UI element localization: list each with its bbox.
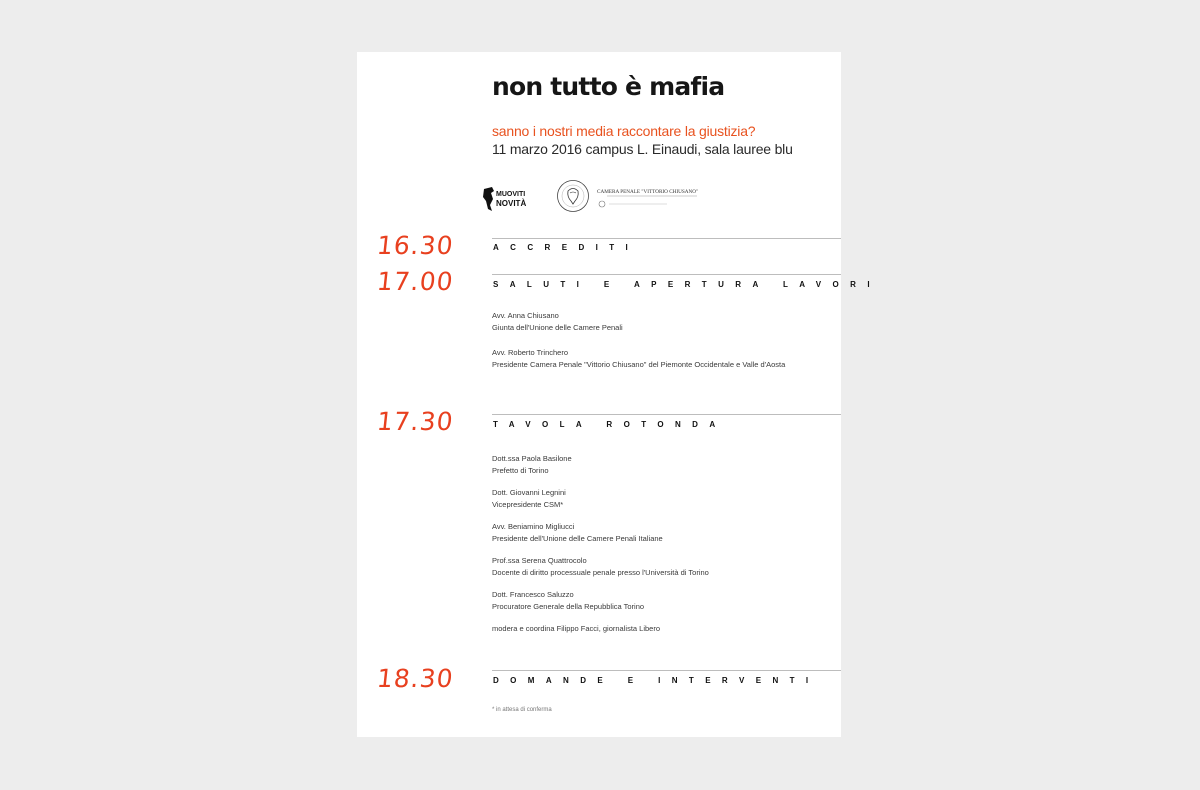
speaker-item <box>492 310 623 333</box>
svg-text:NOVITÀ: NOVITÀ <box>496 199 527 208</box>
speaker-name: Prof.ssa Serena Quattrocolo <box>492 556 587 565</box>
speaker-item <box>492 589 644 612</box>
poster-title: non tutto è mafia <box>492 72 725 101</box>
event-date-location: 11 marzo 2016 campus L. Einaudi, sala lauree blu <box>492 141 793 157</box>
section-accrediti: ACCREDITI <box>493 243 640 252</box>
speaker-item <box>492 453 572 476</box>
section-divider <box>492 274 841 275</box>
speaker-name: Avv. Anna Chiusano <box>492 311 559 320</box>
camera-penale-logo <box>597 185 717 215</box>
speaker-name: Dott. Giovanni Legnini <box>492 488 566 497</box>
section-divider <box>492 238 841 239</box>
speaker-name: Dott. Francesco Saluzzo <box>492 590 574 599</box>
section-domande: DOMANDE E INTERVENTI <box>493 676 820 685</box>
university-seal-logo <box>556 179 590 213</box>
speaker-role: Docente di diritto processuale penale presso l'Università di Torino <box>492 567 709 577</box>
section-divider <box>492 670 841 671</box>
speaker-role: Giunta dell'Unione delle Camere Penali <box>492 322 623 332</box>
moderator-line: modera e coordina Filippo Facci, giornalista Libero <box>492 624 661 633</box>
section-divider <box>492 414 841 415</box>
speaker-role: Prefetto di Torino <box>492 465 549 475</box>
time-tavola: 17.30 <box>375 407 456 436</box>
time-accrediti: 16.30 <box>375 231 456 260</box>
section-saluti: SALUTI E APERTURA LAVORI <box>493 280 881 289</box>
sponsor-logos <box>482 179 722 219</box>
poster-subtitle: sanno i nostri media raccontare la giustizia? <box>492 123 756 139</box>
speaker-name: Avv. Beniamino Migliucci <box>492 522 575 531</box>
footnote: * in attesa di conferma <box>492 707 552 713</box>
speaker-role: Presidente Camera Penale "Vittorio Chiusano" del Piemonte Occidentale e Valle d'Aosta <box>492 359 786 369</box>
speaker-item <box>492 555 709 578</box>
svg-text:MUOVITI: MUOVITI <box>496 191 526 198</box>
speaker-item <box>492 487 566 510</box>
speaker-role: Procuratore Generale della Repubblica Torino <box>492 601 645 611</box>
time-domande: 18.30 <box>375 664 456 693</box>
speaker-name: Avv. Roberto Trinchero <box>492 348 569 357</box>
event-poster <box>357 52 881 737</box>
speaker-role: Vicepresidente CSM* <box>492 499 564 509</box>
muoviti-novita-logo <box>482 183 538 213</box>
speaker-item <box>492 347 785 370</box>
section-tavola-rotonda: TAVOLA ROTONDA <box>493 420 727 429</box>
svg-text:CAMERA PENALE "VITTORIO CHIUSA: CAMERA PENALE "VITTORIO CHIUSANO" <box>597 189 699 195</box>
speaker-role: Presidente dell'Unione delle Camere Penali Italiane <box>492 533 663 543</box>
time-saluti: 17.00 <box>375 267 456 296</box>
speaker-name: Dott.ssa Paola Basilone <box>492 454 572 463</box>
speaker-item <box>492 521 663 544</box>
